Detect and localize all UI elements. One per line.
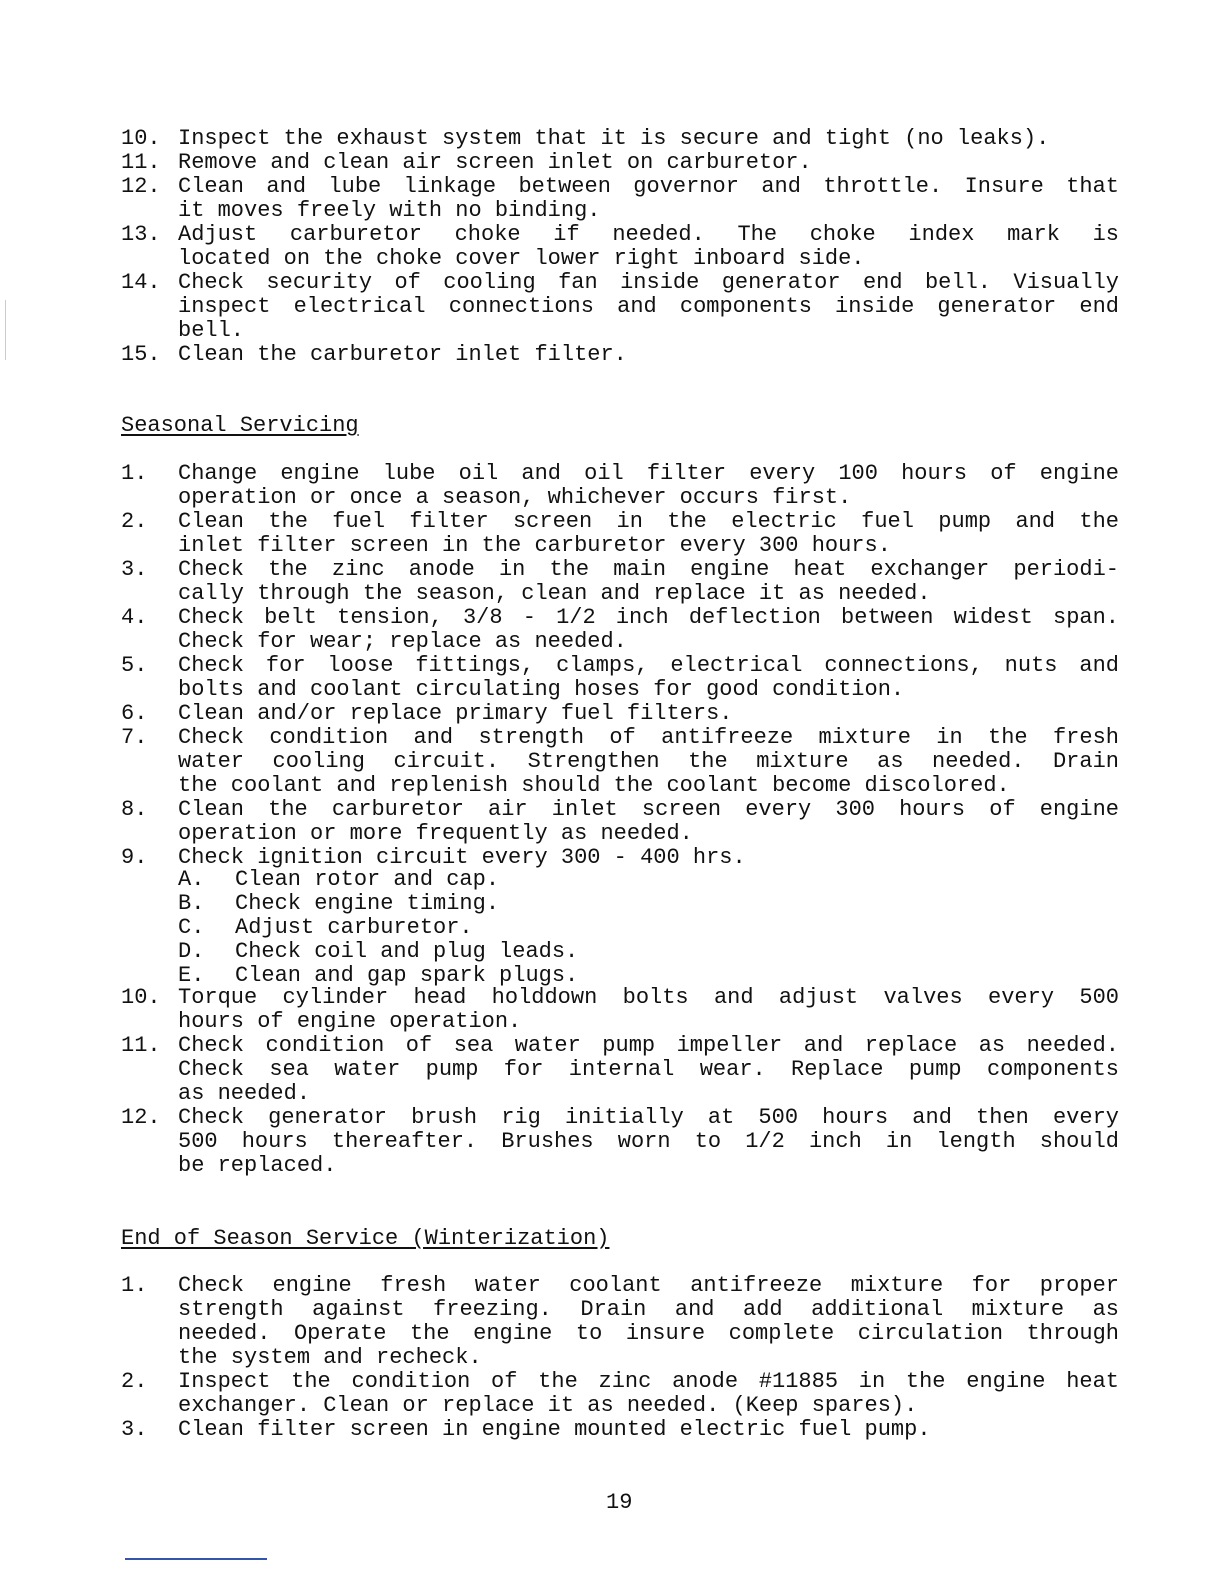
item-text: Check coil and plug leads. — [235, 939, 579, 964]
item-number: 1. — [121, 1273, 148, 1298]
maintenance-list-continued — [121, 127, 1119, 367]
item-text-line: Check security of cooling fan inside generator end bell. Visually — [178, 270, 1119, 295]
section-heading-winterization: End of Season Service (Winterization) — [121, 1226, 610, 1251]
item-number: 3. — [121, 557, 148, 582]
page-number: 19 — [606, 1490, 633, 1515]
item-number: 7. — [121, 725, 148, 750]
item-number: 2. — [121, 1369, 148, 1394]
seasonal-servicing-list — [121, 462, 1119, 870]
item-text-line: Clean the carburetor air inlet screen every 300 hours of engine — [178, 797, 1119, 822]
sub-list-item — [121, 916, 1119, 940]
item-text-line: Check for loose fittings, clamps, electrical connections, nuts and — [178, 653, 1119, 678]
list-item — [121, 127, 1119, 151]
list-item — [121, 223, 1119, 271]
item-number: 5. — [121, 653, 148, 678]
item-number: 4. — [121, 605, 148, 630]
list-item — [121, 798, 1119, 846]
item-text-line: it moves freely with no binding. — [178, 198, 601, 223]
list-item — [121, 510, 1119, 558]
winterization-list — [121, 1274, 1119, 1442]
item-text-line: Clean and lube linkage between governor and throttle. Insure that — [178, 174, 1119, 199]
item-number: 10. — [121, 126, 161, 151]
item-number: 8. — [121, 797, 148, 822]
item-text-line: cally through the season, clean and replace it as needed. — [178, 581, 931, 606]
item-text-line: Inspect the exhaust system that it is secure and tight (no leaks). — [178, 126, 1050, 151]
list-item — [121, 175, 1119, 223]
item-number: 1. — [121, 461, 148, 486]
item-text-line: Check engine fresh water coolant antifreeze mixture for proper — [178, 1273, 1119, 1298]
item-text-line: Clean filter screen in engine mounted electric fuel pump. — [178, 1417, 931, 1442]
item-text-line: water cooling circuit. Strengthen the mixture as needed. Drain — [178, 749, 1119, 774]
seasonal-servicing-list-cont — [121, 986, 1119, 1178]
item-text: Clean rotor and cap. — [235, 867, 500, 892]
item-text: Clean and gap spark plugs. — [235, 963, 579, 988]
item-text-line: exchanger. Clean or replace it as needed. (Keep spares). — [178, 1393, 918, 1418]
list-item — [121, 654, 1119, 702]
item-text-line: Adjust carburetor choke if needed. The choke index mark is — [178, 222, 1119, 247]
item-text-line: strength against freezing. Drain and add additional mixture as — [178, 1297, 1119, 1322]
list-item — [121, 558, 1119, 606]
item-text: Adjust carburetor. — [235, 915, 473, 940]
item-number: D. — [178, 939, 205, 964]
item-text-line: be replaced. — [178, 1153, 337, 1178]
footer-rule — [125, 1558, 267, 1560]
item-number: 9. — [121, 845, 148, 870]
sub-list-item — [121, 868, 1119, 892]
item-number: A. — [178, 867, 205, 892]
list-item — [121, 986, 1119, 1034]
item-number: 2. — [121, 509, 148, 534]
item-number: 12. — [121, 174, 161, 199]
item-number: 3. — [121, 1417, 148, 1442]
item-number: 10. — [121, 985, 161, 1010]
scan-artifact — [5, 300, 6, 360]
item-text-line: located on the choke cover lower right inboard side. — [178, 246, 865, 271]
item-text-line: Check belt tension, 3/8 - 1/2 inch deflection between widest span. — [178, 605, 1119, 630]
ignition-subitems-list — [121, 868, 1119, 988]
item-text-line: operation or more frequently as needed. — [178, 821, 693, 846]
item-text-line: the coolant and replenish should the coolant become discolored. — [178, 773, 1010, 798]
list-item — [121, 726, 1119, 798]
item-text-line: 500 hours thereafter. Brushes worn to 1/2 inch in length should — [178, 1129, 1119, 1154]
item-text-line: bolts and coolant circulating hoses for good condition. — [178, 677, 905, 702]
item-text-line: needed. Operate the engine to insure complete circulation through — [178, 1321, 1119, 1346]
list-item — [121, 462, 1119, 510]
item-text-line: Torque cylinder head holddown bolts and adjust valves every 500 — [178, 985, 1119, 1010]
item-text-line: hours of engine operation. — [178, 1009, 522, 1034]
list-item — [121, 606, 1119, 654]
item-text-line: Clean the fuel filter screen in the electric fuel pump and the — [178, 509, 1119, 534]
list-item — [121, 343, 1119, 367]
item-text-line: Inspect the condition of the zinc anode #11885 in the engine heat — [178, 1369, 1119, 1394]
item-text-line: inspect electrical connections and components inside generator end — [178, 294, 1119, 319]
item-number: 14. — [121, 270, 161, 295]
item-text-line: operation or once a season, whichever occurs first. — [178, 485, 852, 510]
item-text-line: Check condition and strength of antifreeze mixture in the fresh — [178, 725, 1119, 750]
item-text-line: Clean and/or replace primary fuel filters. — [178, 701, 733, 726]
list-item — [121, 1034, 1119, 1106]
item-number: B. — [178, 891, 205, 916]
sub-list-item — [121, 892, 1119, 916]
list-item — [121, 1274, 1119, 1370]
item-text-line: Change engine lube oil and oil filter every 100 hours of engine — [178, 461, 1119, 486]
item-number: E. — [178, 963, 205, 988]
item-number: 6. — [121, 701, 148, 726]
sub-list-item — [121, 940, 1119, 964]
item-number: 11. — [121, 150, 161, 175]
list-item — [121, 1370, 1119, 1418]
item-text-line: Check sea water pump for internal wear. Replace pump components — [178, 1057, 1119, 1082]
item-text-line: as needed. — [178, 1081, 311, 1106]
item-text-line: Check for wear; replace as needed. — [178, 629, 627, 654]
item-text-line: Check ignition circuit every 300 - 400 hrs. — [178, 845, 746, 870]
item-number: 15. — [121, 342, 161, 367]
section-heading-seasonal: Seasonal Servicing — [121, 413, 359, 438]
item-text-line: Check generator brush rig initially at 500 hours and then every — [178, 1105, 1119, 1130]
item-number: 11. — [121, 1033, 161, 1058]
item-number: 13. — [121, 222, 161, 247]
item-number: C. — [178, 915, 205, 940]
list-item — [121, 702, 1119, 726]
item-text-line: Remove and clean air screen inlet on carburetor. — [178, 150, 812, 175]
item-number: 12. — [121, 1105, 161, 1130]
list-item — [121, 1418, 1119, 1442]
list-item — [121, 1106, 1119, 1178]
item-text-line: Clean the carburetor inlet filter. — [178, 342, 627, 367]
item-text-line: the system and recheck. — [178, 1345, 482, 1370]
item-text-line: inlet filter screen in the carburetor every 300 hours. — [178, 533, 891, 558]
list-item — [121, 151, 1119, 175]
item-text-line: Check condition of sea water pump impeller and replace as needed. — [178, 1033, 1119, 1058]
item-text-line: bell. — [178, 318, 245, 343]
item-text-line: Check the zinc anode in the main engine heat exchanger periodi- — [178, 557, 1119, 582]
item-text: Check engine timing. — [235, 891, 500, 916]
list-item — [121, 271, 1119, 343]
